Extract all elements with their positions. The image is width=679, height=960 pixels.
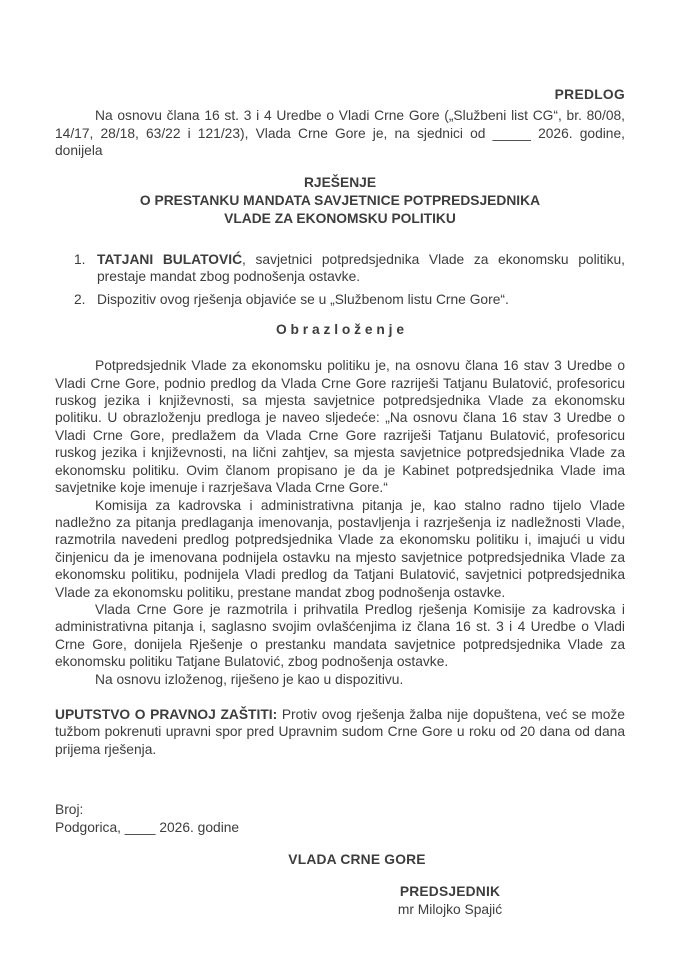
list-item: [74, 251, 625, 286]
list-item-text-rest: , savjetnici potpredsjednika Vlade za ekonomsku politiku, prestaje mandat zbog podnošenja ostavke.: [97, 251, 625, 285]
signature-name: mr Milojko Spajić: [397, 901, 503, 917]
list-item-text: Dispozitiv ovog rješenja objaviće se u „Službenom listu Crne Gore“.: [97, 292, 509, 308]
signature-title: PREDSJEDNIK: [399, 884, 501, 900]
reference-block: [55, 801, 625, 836]
list-item-number: 1.: [74, 251, 86, 267]
intro-paragraph: Na osnovu člana 16 st. 3 i 4 Uredbe o Vladi Crne Gore („Službeni list CG“, br. 80/08, 14/17, 28/18, 63/22 i 121/23), Vlada Crne Gore je, na sjednici od _____ 2026. godine, donijela: [55, 108, 625, 159]
legal-notice-label: UPUTSTVO O PRAVNOJ ZAŠTITI:: [55, 706, 278, 722]
person-name: TATJANI BULATOVIĆ: [97, 251, 243, 267]
document-tag: PREDLOG: [554, 87, 625, 102]
paragraph-1: Potpredsjednik Vlade za ekonomsku politiku je, na osnovu člana 16 stav 3 Uredbe o Vladi Crne Gore, podnio predlog da Vlada Crne Gore razriješi Tatjanu Bulatović, profesoricu ruskog jezika i književnosti, sa mjesta savjetnice potpredsjednika Vlade za ekonomsku politiku. U obrazloženju predloga je naveo sljedeće: „Na osnovu člana 16 stav 3 Uredbe o Vladi Crne Gore, predlažem da Vlada Crne Gore razriješi Tatjanu Bulatović, profesoricu ruskog jezika i književnosti, na lični zahtjev, sa mjesta savjetnice potpredsjednika Vlade za ekonomsku politiku. Ovim članom propisano je da je Kabinet potpredsjednika Vlade ima savjetnike koje imenuje i razrješava Vlada Crne Gore.“: [55, 358, 625, 496]
title-line-2: O PRESTANKU MANDATA SAVJETNICE POTPREDSJEDNIKA: [139, 192, 541, 208]
place-date-line: Podgorica, ____ 2026. godine: [55, 819, 240, 835]
list-item: [74, 291, 625, 308]
number-line: Broj:: [55, 802, 84, 818]
paragraph-4: Na osnovu izloženog, riješeno je kao u dispozitivu.: [95, 671, 404, 687]
title-line-1: RJEŠENJE: [303, 174, 377, 190]
decision-list: [74, 251, 625, 309]
list-item-text: [97, 251, 625, 286]
signature-block: [330, 883, 570, 918]
legal-notice: [55, 706, 625, 758]
paragraph-2: Komisija za kadrovska i administrativna pitanja je, kao stalno radno tijelo Vlade nadležno za pitanja predlaganja imenovanja, postavljenja i razrješenja iz nadležnosti Vlade, razmotrila navedeni predlog potpredsjednika Vlade za ekonomsku politiku i, imajući u vidu činjenicu da je imenovana podnijela ostavku na mjesto savjetnice potpredsjednika Vlade za ekonomsku politiku, podnijela Vladi predlog da Tatjani Bulatović, savjetnici potpredsjednika Vlade za ekonomsku politiku, prestane mandat zbog podnošenja ostavke.: [55, 497, 625, 600]
paragraph-3: Vlada Crne Gore je razmotrila i prihvatila Predlog rješenja Komisije za kadrovska i administrativna pitanja i, saglasno svojim ovlašćenjima iz člana 16 st. 3 i 4 Uredbe o Vladi Crne Gore, donijela Rješenje o prestanku mandata savjetnice potpredsjednika Vlade za ekonomsku politiku Tatjane Bulatović, zbog podnošenja ostavke.: [55, 601, 625, 670]
list-item-number: 2.: [74, 292, 86, 308]
legal-notice-text: Protiv ovog rješenja žalba nije dopuštena, već se može tužbom pokrenuti upravni spor pred Upravnim sudom Crne Gore u roku od 20 dana od dana prijema rješenja.: [55, 706, 625, 757]
explanation-body: [55, 357, 625, 688]
explanation-heading: O b r a z l o ž e n j e: [275, 321, 405, 337]
government-name: VLADA CRNE GORE: [288, 852, 426, 867]
title-line-3: VLADE ZA EKONOMSKU POLITIKU: [224, 210, 456, 226]
document-title: [55, 174, 625, 228]
